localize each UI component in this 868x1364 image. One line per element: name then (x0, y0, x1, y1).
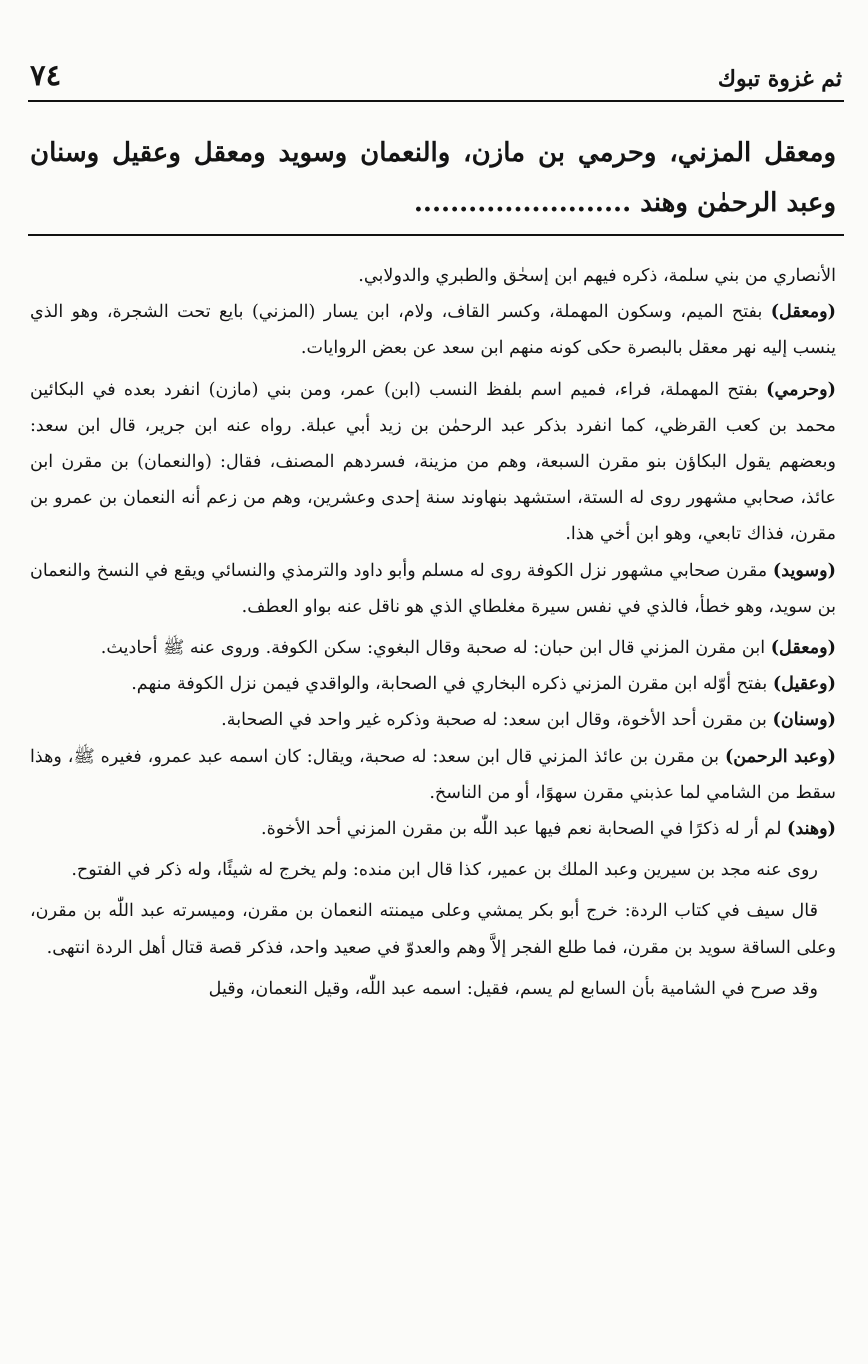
verse-text: ومعقل المزني، وحرمي بن مازن، والنعمان وسويد ومعقل وعقيل وسنان وعبد الرحمٰن وهند (30, 138, 836, 218)
commentary-term: (ومعقل) (770, 637, 836, 659)
commentary-paragraph (30, 811, 836, 847)
commentary-paragraph (30, 258, 836, 294)
running-head (30, 52, 842, 92)
chapter-title: ثم غزوة تبوك (717, 66, 842, 92)
commentary-text: مقرن صحابي مشهور نزل الكوفة روى له مسلم وأبو داود والترمذي والنسائي ويقع في النسخ والنعمان بن سويد، وهو خطأ، فالذي في نفس سيرة مغلطاي الذي هو ناقل عنه بواو العطف. (30, 560, 836, 617)
verse-rule (28, 234, 844, 236)
commentary-text: وقد صرح في الشامية بأن السابع لم يسم، فقيل: اسمه عبد اللّٰه، وقيل النعمان، وقيل (208, 978, 818, 999)
main-verse (30, 128, 836, 228)
commentary-text: بفتح المهملة، فراء، فميم اسم بلفظ النسب (ابن) عمر، ومن بني (مازن) انفرد بعده في البكائين محمد بن كعب القرظي، كما انفرد بذكر عبد الرحمٰن بن زيد أبي عبلة. رواه عنه ابن جرير، قال ابن سعد: وبعضهم يقول البكاؤن بنو مقرن السبعة، وهم من مزينة، فسردهم المصنف، فقال: (والنعمان) بن مقرن ابن عائذ، صحابي مشهور روى له الستة، استشهد بنهاوند سنة إحدى وعشرين، وهم من زعم أنه النعمان بن عمرو بن مقرن، فذاك تابعي، وهو ابن أخي هذا. (30, 379, 836, 545)
commentary-paragraph (30, 971, 836, 1007)
commentary-text: ابن مقرن المزني قال ابن حبان: له صحبة وقال البغوي: سكن الكوفة. وروى عنه ﷺ أحاديث. (100, 638, 771, 659)
commentary-paragraph (30, 630, 836, 666)
commentary-text: بن مقرن بن عائذ المزني قال ابن سعد: له صحبة، ويقال: كان اسمه عبد عمرو، فغيره ﷺ، وهذا سقط من الشامي لما عذبني مقرن سهوًا، أو من الناسخ. (30, 746, 836, 803)
commentary-term: (ومعقل) (770, 301, 836, 323)
commentary-term: (وحرمي) (766, 378, 836, 400)
commentary-text: الأنصاري من بني سلمة، ذكره فيهم ابن إسحٰق والطبري والدولابي. (358, 266, 836, 286)
commentary-term: (وهند) (787, 818, 836, 840)
commentary (30, 258, 836, 1007)
page-number: ٧٤ (30, 58, 62, 92)
commentary-text: بفتح أوّله ابن مقرن المزني ذكره البخاري في الصحابة، والواقدي فيمن نزل الكوفة منهم. (131, 674, 773, 695)
commentary-term: (وسويد) (772, 559, 836, 581)
commentary-term: (وعبد الرحمن) (724, 745, 836, 767)
commentary-term: (وسنان) (772, 709, 836, 731)
header-rule (28, 100, 844, 102)
commentary-paragraph (30, 294, 836, 366)
commentary-paragraph (30, 372, 836, 553)
commentary-paragraph (30, 852, 836, 888)
commentary-text: بن مقرن أحد الأخوة، وقال ابن سعد: له صحبة وذكره غير واحد في الصحابة. (221, 710, 773, 731)
verse-dots: ........................ (413, 188, 632, 218)
commentary-paragraph (30, 702, 836, 738)
commentary-paragraph (30, 553, 836, 625)
commentary-text: روى عنه مجد بن سيرين وعبد الملك بن عمير، كذا قال ابن منده: ولم يخرج له شيئًا، وله ذكر في الفتوح. (71, 860, 818, 881)
commentary-paragraph (30, 893, 836, 965)
commentary-text: بفتح الميم، وسكون المهملة، وكسر القاف، ولام، ابن يسار (المزني) بايع تحت الشجرة، وهو الذي ينسب إليه نهر معقل بالبصرة حكى كونه منهم ابن سعد عن بعض الروايات. (30, 302, 836, 359)
commentary-paragraph (30, 739, 836, 811)
commentary-text: لم أر له ذكرًا في الصحابة نعم فيها عبد اللّٰه بن مقرن المزني أحد الأخوة. (261, 819, 788, 840)
commentary-text: قال سيف في كتاب الردة: خرج أبو بكر يمشي وعلى ميمنته النعمان بن مقرن، وميسرته عبد اللّٰه بن مقرن، وعلى الساقة سويد بن مقرن، فما طلع الفجر إلاَّ وهم والعدوّ في صعيد واحد، فذكر قصة قتال أهل الردة انتهى. (30, 901, 836, 958)
commentary-term: (وعقيل) (772, 673, 836, 695)
commentary-paragraph (30, 666, 836, 702)
